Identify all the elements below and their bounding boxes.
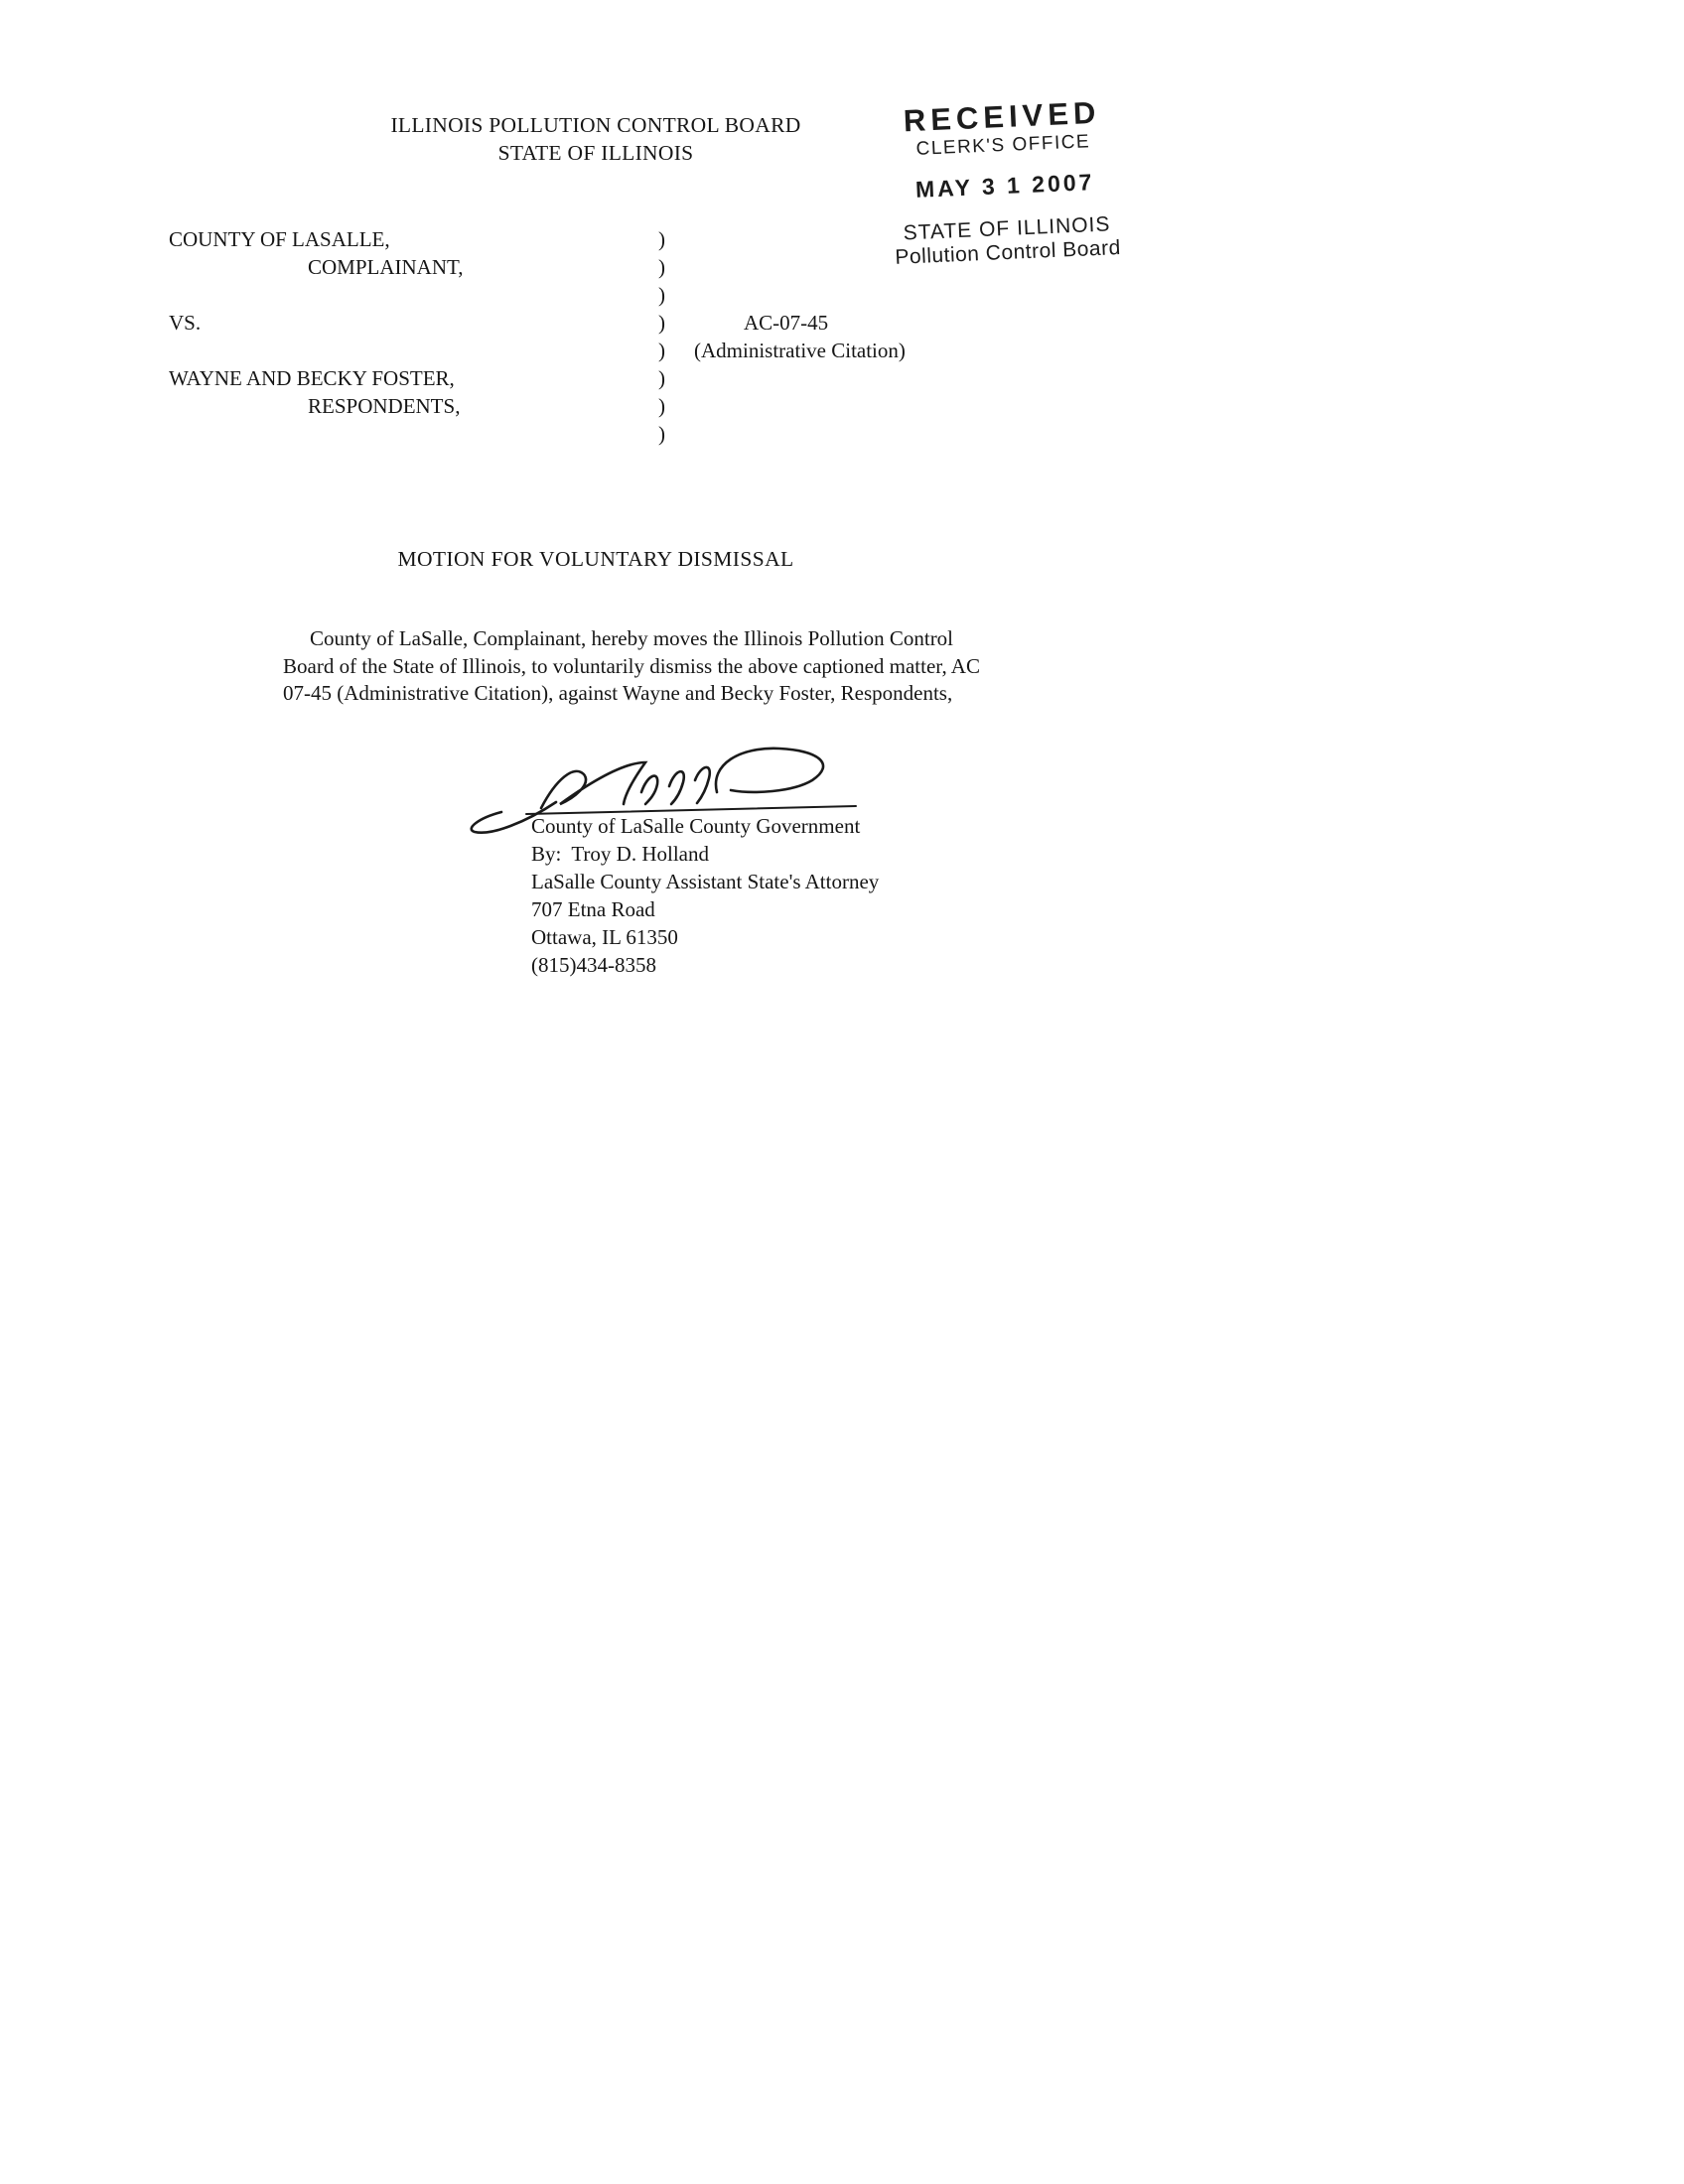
- document-header: [248, 111, 943, 167]
- signature-block: [531, 812, 879, 979]
- vs-label: VS.: [169, 311, 202, 335]
- caption-cell: [169, 281, 658, 309]
- caption-cell: [169, 420, 658, 448]
- signature-phone: (815)434-8358: [531, 953, 656, 977]
- caption-cell: [682, 392, 694, 420]
- caption-cell: [682, 225, 694, 253]
- caption-row: [169, 281, 1162, 309]
- caption-paren: ): [658, 422, 665, 446]
- case-type: (Administrative Citation): [694, 339, 906, 362]
- caption-row: [169, 392, 1162, 420]
- case-number: AC-07-45: [744, 311, 829, 335]
- caption-cell: [682, 281, 694, 309]
- stamp-clerks-office: CLERK'S OFFICE: [915, 131, 1091, 160]
- stamp-received-text: RECEIVED: [903, 94, 1102, 139]
- stamp-date: MAY 3 1 2007: [914, 169, 1095, 203]
- caption-row: [169, 364, 1162, 392]
- stamp-state: STATE OF ILLINOIS: [903, 212, 1111, 245]
- caption-paren: ): [658, 311, 665, 335]
- caption-paren: ): [658, 339, 665, 362]
- signature-by-name: Troy D. Holland: [571, 842, 709, 866]
- signature-by-line: [531, 840, 879, 868]
- caption-row: [169, 253, 1162, 281]
- signature-title: LaSalle County Assistant State's Attorney: [531, 870, 880, 893]
- body-paragraph: County of LaSalle, Complainant, hereby moves the Illinois Pollution Control Board of the State of Illinois, to voluntarily dismiss the above captioned matter, AC 07-45 (Administrative Citation), against Wayne and Becky Foster, Respondents,: [283, 626, 980, 705]
- caption-row: [169, 309, 1162, 337]
- caption-cell: [169, 337, 658, 364]
- case-caption: [169, 225, 1162, 448]
- complainant-name: COUNTY OF LASALLE,: [169, 227, 390, 251]
- header-line-1: ILLINOIS POLLUTION CONTROL BOARD: [390, 113, 801, 137]
- caption-paren: ): [658, 366, 665, 390]
- caption-row: [169, 420, 1162, 448]
- caption-paren: ): [658, 255, 665, 279]
- caption-paren: ): [658, 283, 665, 307]
- stamp-board: Pollution Control Board: [894, 235, 1122, 269]
- caption-cell: [682, 420, 694, 448]
- caption-paren: ): [658, 227, 665, 251]
- caption-paren: ): [658, 394, 665, 418]
- signature-address-1: 707 Etna Road: [531, 897, 655, 921]
- complainant-role: COMPLAINANT,: [308, 255, 464, 279]
- caption-row: [169, 337, 1162, 364]
- document-title: MOTION FOR VOLUNTARY DISMISSAL: [397, 547, 794, 571]
- header-line-2: STATE OF ILLINOIS: [497, 141, 694, 165]
- signature-by-label: By:: [531, 842, 562, 866]
- caption-cell: [682, 253, 694, 281]
- signature-address-2: Ottawa, IL 61350: [531, 925, 678, 949]
- respondent-role: RESPONDENTS,: [308, 394, 461, 418]
- caption-row: [169, 225, 1162, 253]
- signature-org: County of LaSalle County Government: [531, 814, 861, 838]
- respondent-name: WAYNE AND BECKY FOSTER,: [169, 366, 455, 390]
- caption-cell: [682, 364, 694, 392]
